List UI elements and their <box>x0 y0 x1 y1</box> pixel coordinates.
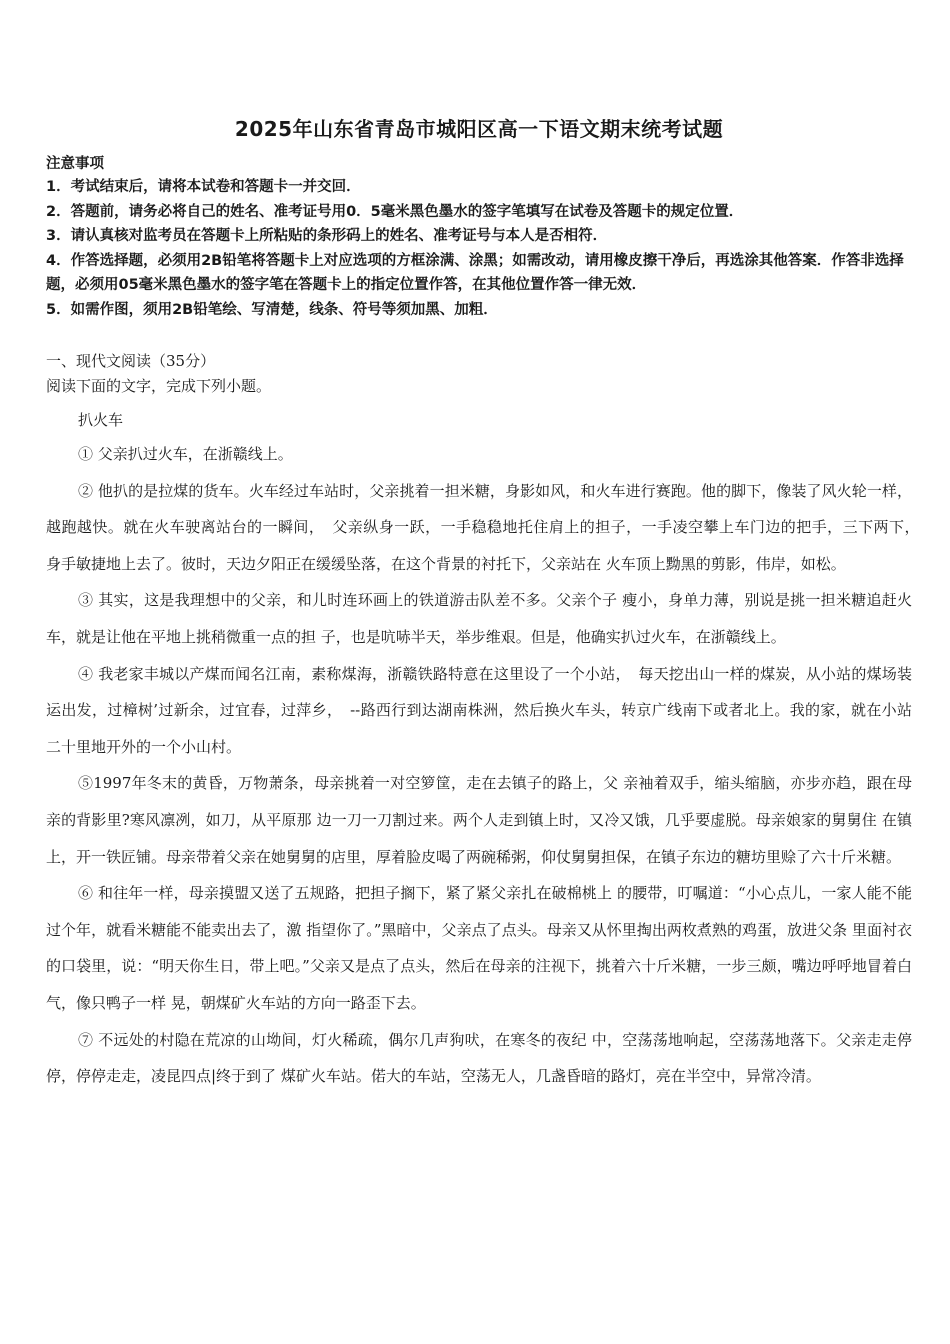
story-paragraph: ⑥ 和往年一样，母亲摸盟又送了五规路，把担子搁下，紧了紧父亲扎在破棉桃上 的腰带，叮嘱道：“小心点儿，一家人能不能过个年，就看米糖能不能卖出去了，激 指望你了。”黑暗中，父亲点了点头。母亲又从怀里掏出两枚煮熟的鸡蛋，放进父条 里面衬衣的口袋里，说：“明天你生日，带上吧。”父亲又是点了点头，然后在母亲的注视下，挑着六十斤米糖，一步三颇，嘴边呼呼地冒着白气，像只鸭子一样 晃，朝煤矿火车站的方向一路歪下去。 <box>46 884 912 1012</box>
notice-item: 1．考试结束后，请将本试卷和答题卡一并交回． <box>46 179 361 195</box>
story-paragraph: ① 父亲扒过火车，在浙赣线上。 <box>78 445 293 463</box>
story-paragraph: ② 他扒的是拉煤的货车。火车经过车站时，父亲挑着一担米糖，身影如风，和火车进行赛跑。他的脚下，像装了风火轮一样，越跑越快。就在火车驶离站台的一瞬间， 父亲纵身一跃，一手稳稳地托住肩上的担子，一手凌空攀上车门边的把手，三下两下， 身手敏捷地上去了。彼时，天边夕阳正在缓缓坠落，在这个背景的衬托下，父亲站在 火车顶上黝黑的剪影，伟岸，如松。 <box>46 481 928 573</box>
story-paragraph: ③ 其实，这是我理想中的父亲，和儿时连环画上的铁道游击队差不多。父亲个子 瘦小，身单力薄，别说是挑一担米糖追赶火车，就是让他在平地上挑稍微重一点的担 子，也是吭哧半天，举步维艰。但是，他确实扒过火车，在浙赣线上。 <box>46 591 912 646</box>
section-heading: 一、现代文阅读（35分） <box>46 352 216 370</box>
story-title: 扒火车 <box>78 411 124 429</box>
notice-item: 4．作答选择题，必须用2B铅笔将答题卡上对应选项的方框涂满、涂黑；如需改动，请用橡皮擦干净后，再选涂其他答案．作答非选择题，必须用05毫米黑色墨水的签字笔在答题卡上的指定位置作答，在其他位置作答一律无效． <box>46 252 904 293</box>
story-paragraph: ⑦ 不远处的村隐在荒凉的山坳间，灯火稀疏，偶尔几声狗吠，在寒冬的夜纪 中，空荡荡地响起，空荡荡地落下。父亲走走停停，停停走走，凌昆四点|终于到了 煤矿火车站。偌大的车站，空荡无人，几盏昏暗的路灯，亮在半空中，异常冷清。 <box>46 1030 912 1086</box>
notice-item: 2．答题前，请务必将自己的姓名、准考证号用0．5毫米黑色墨水的签字笔填写在试卷及答题卡的规定位置． <box>46 203 744 220</box>
page-title: 2025年山东省青岛市城阳区高一下语文期末统考试题 <box>234 117 724 141</box>
story-paragraph: ④ 我老家丰城以产煤而闻名江南，素称煤海，浙赣铁路特意在这里设了一个小站， 每天挖出山一样的煤炭，从小站的煤场装运出发，过樟树’过新余，过宜春，过萍乡， --路西行到达湖南株洲，然后换火车头，转京广线南下或者北上。我的家，就在小站 二十里地开外的一个小山村。 <box>46 664 912 756</box>
section-intro: 阅读下面的文字，完成下列小题。 <box>46 377 272 395</box>
story-body <box>46 436 928 1095</box>
notice-list <box>46 175 912 322</box>
notice-item: 5．如需作图，须用2B铅笔绘、写清楚，线条、符号等须加黑、加粗． <box>46 301 498 318</box>
notice-heading: 注意事项 <box>46 156 104 172</box>
story-paragraph: ⑤1997年冬末的黄昏，万物萧条，母亲挑着一对空箩筐，走在去镇子的路上，父 亲袖着双手，缩头缩脑，亦步亦趋，跟在母亲的背影里?寒风凛冽，如刀，从平原那 边一刀一刀割过来。两个人走到镇上时，又冷又饿，几乎要虚脱。母亲娘家的舅舅住 在镇上，开一铁匠铺。母亲带着父亲在她舅舅的店里，厚着脸皮喝了两碗稀粥，仰仗舅舅担保，在镇子东边的糖坊里赊了六十斤米糖。 <box>46 774 912 866</box>
notice-item: 3．请认真核对监考员在答题卡上所粘贴的条形码上的姓名、准考证号与本人是否相符． <box>46 228 608 244</box>
